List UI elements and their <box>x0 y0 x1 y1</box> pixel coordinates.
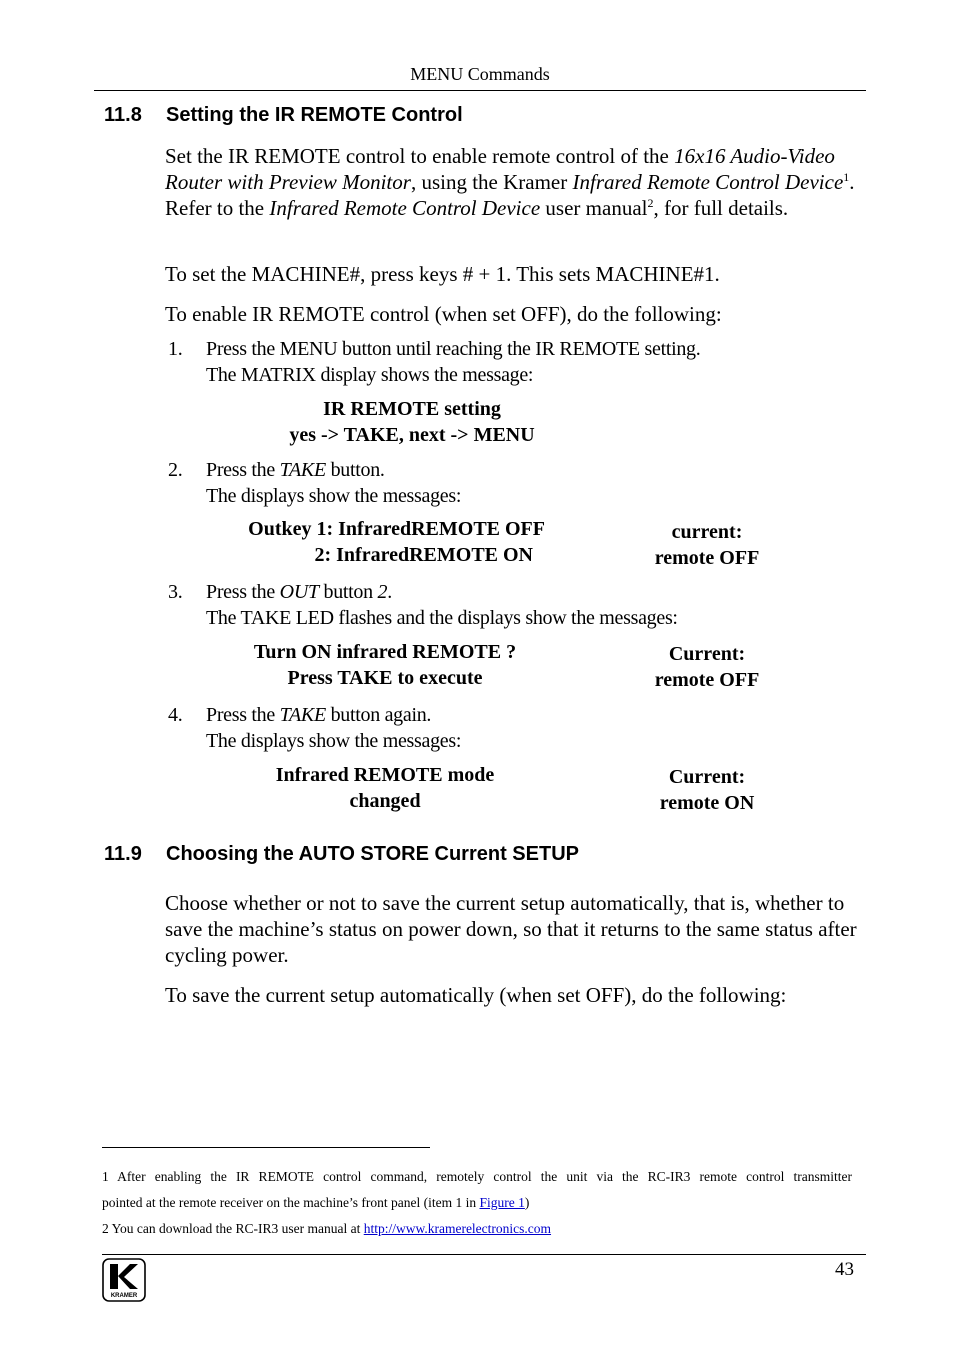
current-status-display <box>620 764 794 816</box>
footer-rule <box>102 1254 866 1255</box>
step-line: The displays show the messages: <box>206 485 462 507</box>
step-line <box>206 702 431 728</box>
message-line: 2: InfraredREMOTE ON <box>314 544 533 566</box>
footnote-ref-1[interactable]: 1 <box>843 170 850 184</box>
text-run: button. <box>325 459 385 481</box>
device-name: Infrared Remote Control Device <box>269 196 541 220</box>
message-line: IR REMOTE setting <box>323 398 501 420</box>
message-line: Outkey 1: InfraredREMOTE OFF <box>248 518 545 540</box>
status-line: current: <box>671 521 743 543</box>
device-name: Infrared Remote Control Device <box>572 170 844 194</box>
text-run: . Refer to the <box>165 170 855 220</box>
website-link[interactable]: http://www.kramerelectronics.com <box>363 1221 552 1236</box>
section-title: Setting the IR REMOTE Control <box>166 104 463 126</box>
section-11-9-heading <box>104 843 579 866</box>
status-line: remote ON <box>659 792 755 814</box>
message-line: Turn ON infrared REMOTE ? <box>253 641 517 663</box>
kramer-logo <box>102 1258 146 1302</box>
display-message <box>215 762 555 814</box>
footnote-2 <box>102 1216 852 1242</box>
step-number: 4. <box>168 704 183 726</box>
button-name: TAKE <box>279 704 326 726</box>
text-run: button again. <box>325 704 432 726</box>
text-run: , for full details. <box>653 196 789 220</box>
list-item-step-2 <box>165 457 865 509</box>
text-run: ) <box>524 1195 530 1210</box>
step-line <box>206 579 392 605</box>
section-number: 11.8 <box>104 104 142 126</box>
list-item-step-3 <box>165 579 865 631</box>
step-number: 2. <box>168 459 183 481</box>
status-line: remote OFF <box>654 547 760 569</box>
text-run: , using the Kramer <box>410 170 573 194</box>
step-number: 3. <box>168 581 183 603</box>
enable-paragraph: To enable IR REMOTE control (when set OFF), do the following: <box>165 302 722 326</box>
text-run: pointed at the remote receiver on the machine’s front panel (item 1 in <box>102 1195 480 1210</box>
header-rule <box>94 90 866 91</box>
section-11-8-heading <box>104 104 463 127</box>
step-line: Press the MENU button until reaching the IR REMOTE setting. <box>206 338 701 360</box>
text-run: 2 You can download the RC-IR3 user manual at <box>102 1221 364 1236</box>
message-line: yes -> TAKE, next -> MENU <box>289 424 535 446</box>
product-name: 16x16 Audio-Video Router with Preview Monitor <box>165 144 835 194</box>
status-line: Current: <box>668 643 746 665</box>
matrix-display-message <box>212 396 612 448</box>
text-run: Set the IR REMOTE control to enable remote control of the <box>165 144 675 168</box>
button-number: 2 <box>377 581 388 603</box>
section-title: Choosing the AUTO STORE Current SETUP <box>166 843 579 865</box>
current-status-display <box>620 519 794 571</box>
logo-wordmark: KRAMER <box>110 1293 138 1299</box>
button-name: OUT <box>279 581 319 603</box>
status-line: remote OFF <box>654 669 760 691</box>
message-line: changed <box>349 790 421 812</box>
running-header: MENU Commands <box>410 64 550 84</box>
section-number: 11.9 <box>104 843 142 865</box>
text-run: Press the <box>206 581 280 603</box>
step-number: 1. <box>168 338 183 360</box>
step-line <box>206 457 385 483</box>
list-item-step-4 <box>165 702 865 754</box>
text-run: Press the <box>206 459 280 481</box>
footnote-1-line-1: 1 After enabling the IR REMOTE control command, remotely control the unit via the RC-IR3 remote control transmitter <box>102 1169 852 1184</box>
text-run: button <box>318 581 378 603</box>
page-number: 43 <box>835 1259 854 1280</box>
button-name: TAKE <box>279 459 326 481</box>
message-line: Press TAKE to execute <box>287 667 483 689</box>
footnote-1-line-2 <box>102 1190 852 1216</box>
auto-store-steps-intro: To save the current setup automatically (when set OFF), do the following: <box>165 983 787 1007</box>
step-line: The MATRIX display shows the message: <box>206 364 534 386</box>
auto-store-paragraph: Choose whether or not to save the current setup automatically, that is, whether to save the machine’s status on power down, so that it returns to the same status after cycling power. <box>165 891 857 967</box>
display-message <box>225 516 545 568</box>
message-line: Infrared REMOTE mode <box>275 764 495 786</box>
kramer-logo-icon <box>102 1258 146 1302</box>
text-run: . <box>387 581 392 603</box>
footnote-ref-2[interactable]: 2 <box>647 196 654 210</box>
list-item-step-1 <box>165 336 865 388</box>
figure-link[interactable]: Figure 1 <box>479 1195 525 1210</box>
footnote-separator <box>102 1147 430 1148</box>
step-line: The displays show the messages: <box>206 730 462 752</box>
machine-paragraph: To set the MACHINE#, press keys # + 1. This sets MACHINE#1. <box>165 262 720 286</box>
display-message <box>215 639 555 691</box>
status-line: Current: <box>668 766 746 788</box>
step-line: The TAKE LED flashes and the displays show the messages: <box>206 607 678 629</box>
text-run: user manual <box>540 196 648 220</box>
intro-paragraph <box>165 143 865 221</box>
text-run: Press the <box>206 704 280 726</box>
current-status-display <box>620 641 794 693</box>
